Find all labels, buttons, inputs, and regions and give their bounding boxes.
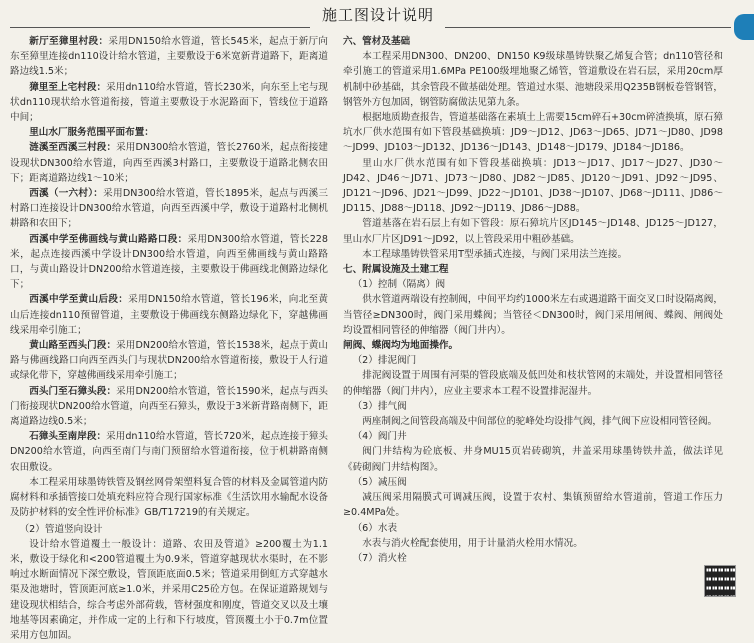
subheading-control-valve: （1）控制（隔离）阀 <box>352 279 446 291</box>
subheading-water-meter: （6）水表 <box>352 522 398 534</box>
paragraph-control-valve: 供水管道两端设有控制阀，中间平均约1000米左右或遇道路干面交叉口时设隔离阀，当管径≥DN300时，阀门采用蝶阀；当管径＜DN300时，阀门采用闸阀、蝶阀、闸阀处均设置相同管径的伸缩器（阀门井内）。 <box>343 294 723 336</box>
paragraph-air-valve: 两座制阀之间管段高端及中间部位的驼峰处均设排气阀，排气阀下应设相同管径阀。 <box>362 416 718 428</box>
subheading-valve-well: （4）阀门井 <box>352 431 407 443</box>
paragraph-xixi <box>10 186 328 232</box>
paragraph-zhangli <box>10 80 328 126</box>
left-column <box>10 34 329 641</box>
paragraph-shizhang <box>10 429 328 475</box>
paragraph-pipes: 本工程采用DN300、DN200、DN150 K9级球墨铸铁聚乙烯复合管；dn110管径和牵引施工的管道采用1.6MPa PE100级埋地聚乙烯管，管道敷设在岩石层，采用20cm厚机制中砂基础，其余管段不做基础处理。管道过水渠、池塘段采用Q235B钢板卷管钢管，钢管外方包加固，钢管防腐做法见第九条。 <box>343 51 723 108</box>
paragraph-body: 采用DN150给水管道，管长545米，起点于新厅向东至獐里连接dn110设计给水管道，主要敷设于6米宽新背道路下，距离道路边线1.5米； <box>10 36 329 78</box>
paragraph-lianghu <box>10 140 328 186</box>
subheading-drain-valve: （2）排泥阀门 <box>352 355 417 367</box>
paragraph-head: 西溪（一六村）： <box>29 188 104 200</box>
paragraph-xitou <box>10 384 328 430</box>
paragraph-head: 涟溪至西溪三村段： <box>29 142 117 154</box>
paragraph-body: 采用dn110给水管道，管长230米，向东至上宅与现状dn110现状给水管道衔接，管道主要敷设于水泥路面下，管线位于道路中间； <box>10 81 328 124</box>
paragraph-foundation: 根据地质勘查报告，管道基础落在素填土上需要15cm碎石+30cm碎渣换填，原石獐坑水厂供水范围有如下管段基础换填：JD9～JD12、JD63～JD65、JD71～JD80、JD98～JD99、JD103～JD132、JD136～JD143、JD148～JD179、JD184～JD186。 <box>343 112 723 154</box>
paragraph-head: 獐里至上宅村段： <box>29 81 107 93</box>
paragraph-body: 采用DN200给水管道，管长1538米，起点于黄山路与佛画线路口向西至西头门与现状DN200给水管道衔接，敷设于人行道或绿化带下，穿越佛画线采用牵引施工； <box>10 340 329 382</box>
title-rule-left <box>10 27 310 28</box>
right-column <box>343 34 723 600</box>
subheading-pressure-valve: （5）减压阀 <box>352 476 407 488</box>
paragraph-body: 采用DN200给水管道，管长1590米，起点与西头门衔接现状DN200给水管道，向西至石獐头，敷设于3米新背路南侧下，距离道路边线0.5米； <box>10 385 329 428</box>
paragraph-body: 采用DN300给水管道，管长1895米，起点与西溪三村路口连接设计DN300给水管道，向西至西溪中学，敷设于道路村北侧机耕路和农田下； <box>10 188 329 230</box>
section-heading-facilities: 七、附属设施及土建工程 <box>343 264 449 276</box>
subheading-air-valve: （3）排气阀 <box>352 400 407 412</box>
paragraph-body: 采用dn110给水管道，管长720米，起点连接于獐头DN200给水管道，向西至南门与南门预留给水管道衔接，位于机耕路南侧农田敷设。 <box>10 431 328 473</box>
paragraph-head: 西溪中学至佛画线与黄山路路口段： <box>29 233 188 245</box>
paragraph-head: 新厅至獐里村段： <box>29 36 109 47</box>
paragraph-lishan-foundation: 里山水厂供水范围有如下管段基础换填：JD13～JD17、JD17～JD27、JD30～JD42、JD46～JD71、JD73～JD80、JD82～JD85、JD120～JD91、JD92～JD95、JD121～JD96、JD21～JD99、JD22～JD101、JD38～JD107、JD68～JD111、JD86～JD115、JD88～JD118、JD92～JD119、JD86～JD88。 <box>343 157 723 215</box>
paragraph-head: 黄山路至西头门段： <box>29 340 117 352</box>
paragraph-body: 采用DN300给水管道，管长228米，起点连接西溪中学设计DN300给水管道，向西至佛画线与黄山路路口，与黄山路设计DN200给水管道连接，主要敷设于佛画线北侧路边绿化下； <box>10 233 329 291</box>
paragraph-head: 西头门至石獐头段： <box>29 385 117 397</box>
page-title: 施工图设计说明 <box>321 6 434 24</box>
subheading-hydrant: （7）消火栓 <box>352 552 407 564</box>
paragraph-body: 采用DN150给水管道，管长196米，向北至黄山后连接dn110预留管道，主要敷设于佛画线东侧路边绿化下，穿越佛画线采用牵引施工； <box>10 294 329 336</box>
paragraph-xixi-school <box>10 232 328 293</box>
paragraph-huangshan-xitou <box>10 338 328 384</box>
section-head-lishan: 里山水厂服务范围平面布置： <box>29 127 154 139</box>
subheading-vertical: （2）管道竖向设计 <box>19 523 103 535</box>
paragraph-head: 石獐头至南岸段： <box>29 431 107 443</box>
section-heading-materials: 六、管材及基础 <box>343 36 411 47</box>
paragraph-pressure-valve: 减压阀采用隔膜式可调减压阀，设置于农村、集镇预留给水管道前，管道工作压力≥0.4MPa处。 <box>343 492 723 519</box>
paragraph-rock: 管道基落在岩石层上有如下管段：原石獐坑片区JD145～JD148、JD125～JD127，里山水厂片区JD91～JD92，以上管段采用中粗砂基础。 <box>343 218 723 245</box>
paragraph-drain-valve: 排泥阀设置于周围有河渠的管段底端及低凹处和枝状管网的末端处，并设置相同管径的伸缩器（阀门井内），应业主要求本工程不设置排泥湿井。 <box>343 370 723 397</box>
note-valve-operation: 闸阀、蝶阀均为地面操作。 <box>343 340 459 352</box>
paragraph-xixi-huangshan <box>10 292 328 338</box>
corner-tab-marker <box>734 14 754 40</box>
paragraph-head: 西溪中学至黄山后段： <box>29 294 129 306</box>
paragraph-body: 采用DN300给水管道，管长2760米，起点衔接建设现状DN300给水管道，向西至西溪3村路口，主要敷设于道路北侧农田下；距离道路边线1～10米； <box>10 142 329 184</box>
paragraph-standard: 本工程采用球墨铸铁管及钢丝网骨架塑料复合管的材料及金属管道内防腐材料和承插管接口处填充料应符合现行国家标准《生活饮用水输配水设备及防护材料的安全性评价标准》GB/T17219的有关规定。 <box>10 476 328 519</box>
paragraph-joint: 本工程球墨铸铁管采用T型承插式连接，与阀门采用法兰连接。 <box>362 248 628 260</box>
paragraph-valve-well: 阀门井结构为砼底板、井身MU15页岩砖砌筑，井盖采用球墨铸铁井盖，做法详见《砖砌阀门井结构图》。 <box>343 446 723 473</box>
paragraph-water-meter: 水表与消火栓配套使用，用于计量消火栓用水情况。 <box>362 537 583 549</box>
title-rule-right <box>445 27 731 28</box>
paragraph-vertical: 设计给水管道覆土一般设计：道路、农田及管道》≥200覆土为1.1米，敷设于绿化和<200管道覆土为0.9米，管道穿越现状水渠时，在不影响过水断面情况下深空敷设，管顶距底面0.5米；管道采用倒虹方式穿越水渠及池塘时，管顶距河底≥1.0米，并采用C25砼方包。在保证道路规划与建设现状相结合，综合考虑外部荷载，管材强度和刚度，管道交叉以及土壤地基等因素确定，并作成一定的上行和下行坡度，管顶覆土小于0.7m位置采用方包加固。 <box>10 538 328 641</box>
qr-code-icon <box>704 565 736 597</box>
paragraph-xinyu <box>10 34 328 80</box>
